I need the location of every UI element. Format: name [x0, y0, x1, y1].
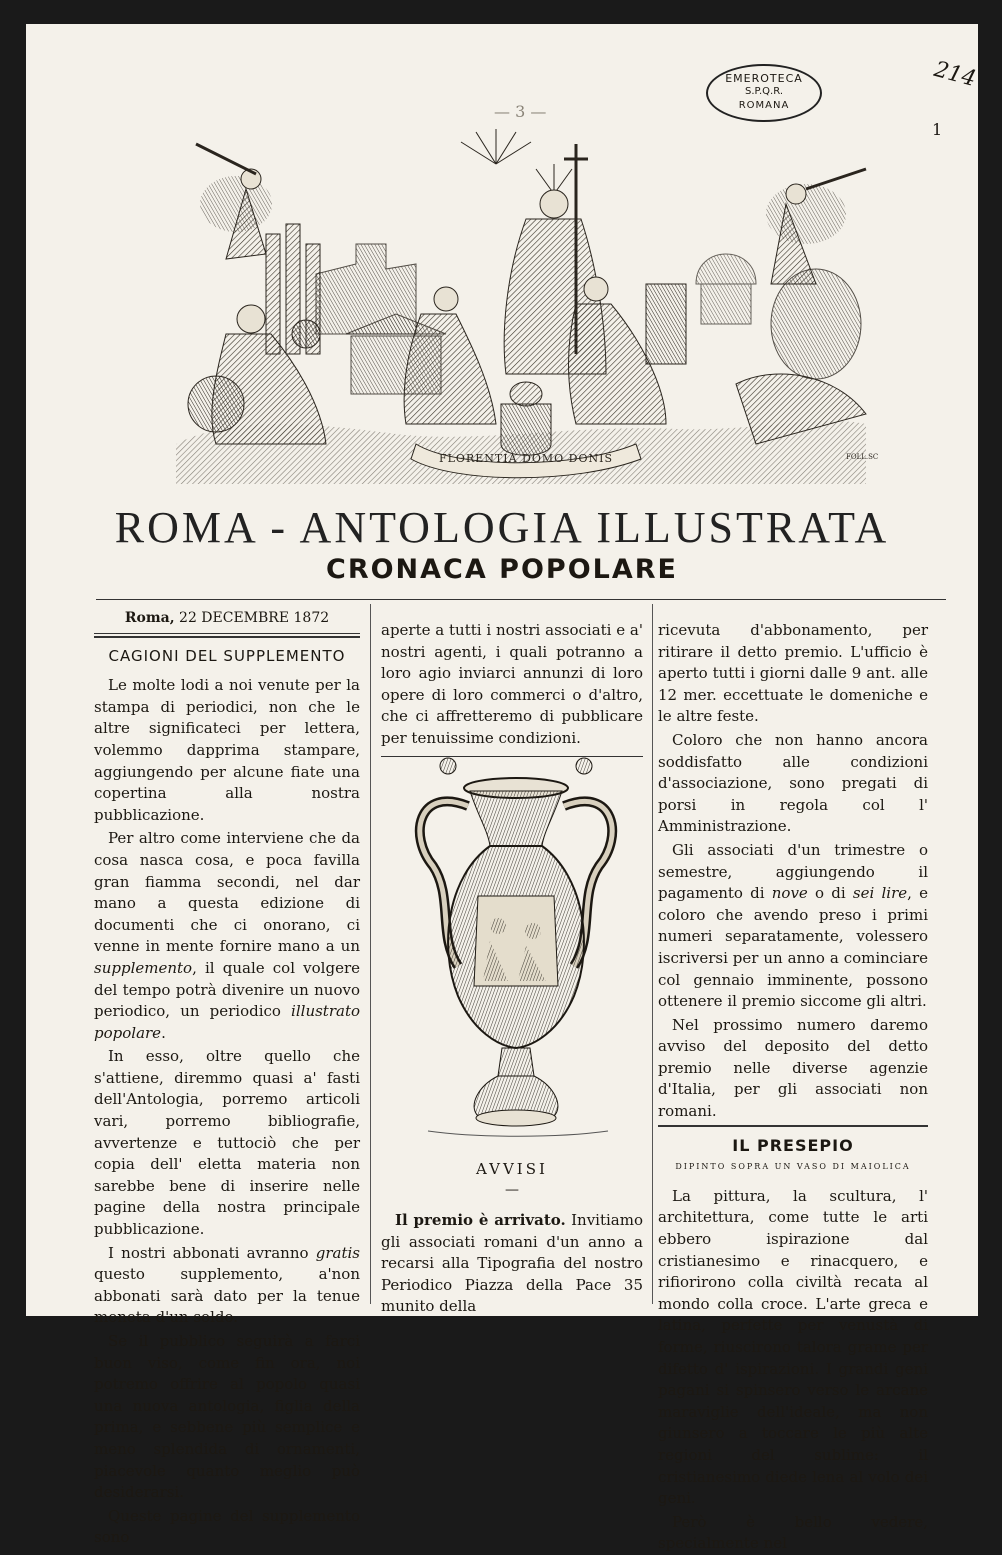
column-divider	[652, 604, 653, 1304]
paragraph: aperte a tutti i nostri associati e a' nostri agenti, i quali potranno a loro agio inviarci annunzi di loro opere di loro commerci o d'altro, che ci affretteremo di pubblicare per tenuissime condizioni.	[381, 621, 643, 747]
paragraph: ricevuta d'abbonamento, per ritirare il detto premio. L'ufficio è aperto tutti i giorni dalle 9 ant. alle 12 mer. eccettuate le domeniche e le altre feste.	[658, 621, 928, 726]
dateline-date: 22 DECEMBRE 1872	[179, 610, 330, 626]
column-2	[381, 620, 643, 757]
column-2-bottom	[381, 1210, 643, 1318]
stamp-line2: S.P.Q.R.	[745, 86, 783, 97]
rule	[94, 636, 360, 638]
column-3	[658, 620, 928, 1555]
dateline-place: Roma,	[124, 610, 175, 626]
masthead-subtitle: CRONACA POPOLARE	[326, 554, 678, 585]
column-divider	[370, 604, 371, 1304]
bleed-through-mark: — 3 —	[494, 102, 547, 121]
column-1	[94, 608, 360, 1549]
paragraph: Queste pagine del supplemento sono	[94, 1506, 360, 1547]
masthead-rule	[96, 599, 946, 600]
papal-arms	[501, 382, 551, 455]
page-number: 1	[932, 120, 943, 139]
newspaper-page	[26, 24, 979, 1553]
section-heading: CAGIONI DEL SUPPLEMENTO	[108, 646, 346, 665]
figure-music	[404, 287, 496, 424]
paragraph: Le molte lodi a noi venute per la stampa di periodici, non che le altre significateci per lettera, volemmo dapprima stampare, aggiungendo per alcune fiate una copertina alla nostra pubblicazione.	[94, 676, 360, 824]
paragraph: In esso, oltre quello che s'attiene, diremmo quasi a' fasti dell'Antologia, porremo articoli vari, porremo bibliografie, avvertenze e tuttociò che per copia dell' eletta materia non sarebbe bene di inserire nelle pagine della nostra principale pubblicazione.	[94, 1047, 360, 1239]
paragraph: Per altro come interviene che da cosa nasca cosa, e poca favilla gran fiamma secondi, nel dar mano a questa edizione di documenti che ci onorano, ci venne in mente fornire mano a un supplemento, il quale col volgere del tempo potrà divenire un nuovo periodico, un periodico illustrato popolare.	[94, 829, 360, 1042]
paragraph: I nostri abbonati avranno gratis questo supplemento, a'non abbonati sarà dato per la tenue moneta d'un soldo.	[94, 1243, 360, 1327]
section-subheading: DIPINTO SOPRA UN VASO DI MAIOLICA	[675, 1162, 911, 1172]
paragraph: Coloro che non hanno ancora soddisfatto alle condizioni d'associazione, sono pregati di porsi in regola col l' Amministrazione.	[658, 730, 928, 836]
dash-separator: —	[505, 1182, 519, 1198]
handwritten-page-number: 214	[931, 56, 979, 93]
library-stamp	[706, 64, 822, 122]
paragraph: Gli associati d'un trimestre o semestre, aggiungendo il pagamento di nove o di sei lire, e coloro che avendo preso i primi numeri separatamente, volessero iscriversi per un anno a cominciare col gennaio imminente, possono ottenere il premio siccome gli altri.	[658, 840, 928, 1011]
dateline	[94, 608, 360, 630]
stamp-line1: EMEROTECA	[725, 72, 803, 85]
rule	[94, 633, 360, 634]
allegorical-engraving	[156, 124, 879, 484]
angel-left	[196, 144, 272, 259]
paragraph: Se il pubblico seguirà a farci buon viso, come fin ora, noi potremo offrire al popolo quasi una nuova antologia, figlia della prima, e sebbene più semplice e meno splendida di ornamenti, piacevole quanto meglio può desiderarsi.	[94, 1332, 360, 1502]
paragraph: Il premio è arrivato. Invitiamo gli associati romani d'un anno a recarsi alla Tipografia del nostro Periodico Piazza della Pace 35 munito della	[381, 1211, 644, 1316]
paragraph: Nel prossimo numero daremo avviso del deposito del detto premio nelle diverse agenzie d'Italia, per gli associati non romani.	[658, 1015, 928, 1121]
section-heading-avvisi: AVVISI	[476, 1160, 548, 1178]
majolica-vase-illustration	[398, 746, 634, 1144]
engraving-caption: FLORENTIA DOMO DONIS	[439, 452, 613, 465]
engraver-signature: FOLL.SC	[846, 453, 879, 461]
masthead-title: ROMA - ANTOLOGIA ILLUSTRATA	[114, 503, 890, 552]
section-heading-presepio: IL PRESEPIO	[732, 1135, 854, 1155]
paragraph: Però è bello vedere, specialmente nel	[658, 1512, 928, 1553]
rule	[658, 1125, 928, 1127]
angel-right	[766, 169, 866, 284]
figure-roma	[188, 305, 326, 444]
stamp-line3: ROMANA	[738, 100, 790, 111]
paragraph: La pittura, la scultura, l' architettura, come tutte le arti ebbero ispirazione dal cristianesimo e rinacquero, e rifiorirono colla civiltà recata al mondo colla croce. L'arte greca e latina, perfette per venustà di forme, riuscirono talora grame per difetto d' ispirazioni. I grandi geni pagani si spinsero verso le arcane maraviglie dell'ideale, ma non giunsero a toccare le più alte regioni del sublime: il cristianesimo diede lena al volo dei geni.	[658, 1186, 928, 1508]
